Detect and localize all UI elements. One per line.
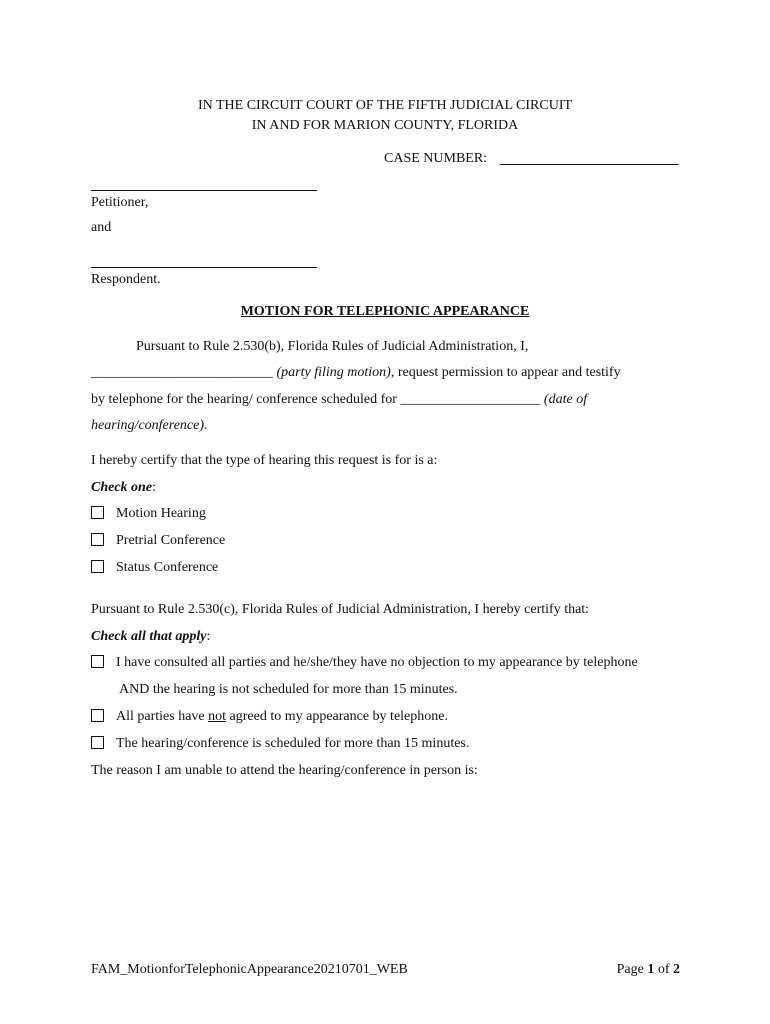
item2-pre: All parties have xyxy=(116,709,209,724)
motion-hearing-label: Motion Hearing xyxy=(116,506,206,521)
petitioner-label: Petitioner, xyxy=(91,195,149,210)
motion-hearing-checkbox[interactable] xyxy=(91,506,104,519)
pretrial-conference-label: Pretrial Conference xyxy=(116,533,226,548)
consulted-parties-line-2: AND the hearing is not scheduled for more than 15 minutes. xyxy=(119,682,458,697)
consulted-parties-line-1: I have consulted all parties and he/she/they have no objection to my appearance by telephone xyxy=(116,655,638,670)
consulted-parties-checkbox[interactable] xyxy=(91,655,104,668)
check-all-label: Check all that apply xyxy=(91,629,207,644)
intro-line-3 xyxy=(91,392,587,408)
of-word: of xyxy=(654,962,673,977)
page-current: 1 xyxy=(647,962,655,977)
and-label: and xyxy=(91,220,112,235)
case-number-label: CASE NUMBER: xyxy=(384,151,488,166)
hearing-date-blank[interactable]: ____________________ xyxy=(400,392,541,407)
item2-not: not xyxy=(208,709,227,724)
item2-post: agreed to my appearance by telephone. xyxy=(226,709,448,724)
check-one-heading xyxy=(91,480,156,496)
intro-line-2 xyxy=(91,365,621,381)
form-id: FAM_MotionforTelephonicAppearance20210701_WEB xyxy=(91,962,408,977)
intro-line-2-rest: , request permission to appear and testify xyxy=(390,365,621,380)
intro-period: . xyxy=(204,418,208,433)
party-name-blank[interactable]: __________________________ xyxy=(91,365,273,380)
date-hint-1: (date of xyxy=(543,392,588,407)
reason-prompt: The reason I am unable to attend the hearing/conference in person is: xyxy=(91,763,478,778)
case-number-field[interactable] xyxy=(500,164,679,165)
intro-line-1: Pursuant to Rule 2.530(b), Florida Rules of Judicial Administration, I, xyxy=(136,339,529,354)
intro-line-4 xyxy=(91,418,208,434)
parties-not-agreed-checkbox[interactable] xyxy=(91,709,104,722)
status-conference-checkbox[interactable] xyxy=(91,560,104,573)
petitioner-name-field[interactable] xyxy=(91,190,317,191)
parties-not-agreed-label xyxy=(116,709,448,725)
page-word: Page xyxy=(616,962,648,977)
status-conference-label: Status Conference xyxy=(116,560,219,575)
page-title: MOTION FOR TELEPHONIC APPEARANCE xyxy=(240,304,530,319)
check-one-label: Check one xyxy=(91,480,153,495)
check-one-colon: : xyxy=(152,480,156,495)
over-15-minutes-label: The hearing/conference is scheduled for more than 15 minutes. xyxy=(116,736,470,751)
pretrial-conference-checkbox[interactable] xyxy=(91,533,104,546)
respondent-label: Respondent. xyxy=(91,272,161,287)
over-15-minutes-checkbox[interactable] xyxy=(91,736,104,749)
party-hint: (party filing motion) xyxy=(276,365,391,380)
court-line-2: IN AND FOR MARION COUNTY, FLORIDA xyxy=(251,118,519,133)
check-all-colon: : xyxy=(206,629,211,644)
hearing-type-certify: I hereby certify that the type of hearing this request is for is a: xyxy=(91,453,438,468)
date-hint-2: hearing/conference) xyxy=(91,418,204,433)
court-line-1: IN THE CIRCUIT COURT OF THE FIFTH JUDICIAL CIRCUIT xyxy=(197,98,573,113)
respondent-name-field[interactable] xyxy=(91,267,317,268)
page-total: 2 xyxy=(673,962,680,977)
intro-line-3-start: by telephone for the hearing/ conference scheduled for xyxy=(91,392,397,407)
certify-intro: Pursuant to Rule 2.530(c), Florida Rules of Judicial Administration, I hereby certify that: xyxy=(91,602,590,617)
check-all-heading xyxy=(91,629,210,645)
page-indicator xyxy=(617,962,680,978)
